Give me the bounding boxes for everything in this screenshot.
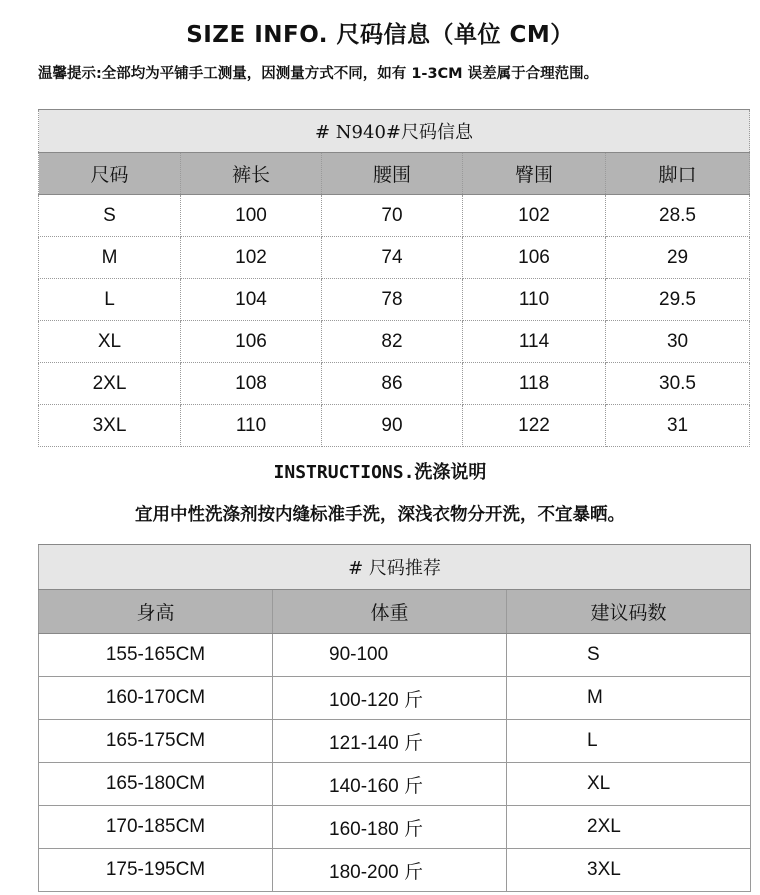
table-row: [39, 720, 751, 763]
table-cell: 180-200 斤: [273, 849, 507, 892]
table-row: [39, 677, 751, 720]
table-cell: 31: [606, 405, 750, 447]
table-cell: 2XL: [39, 363, 181, 405]
table-row: [39, 279, 750, 321]
table-cell: 3XL: [507, 849, 751, 892]
table-cell: 102: [181, 237, 322, 279]
table-cell: 100-120 斤: [273, 677, 507, 720]
size-info-table: [38, 109, 750, 447]
column-header: 尺码: [39, 153, 181, 195]
table-row: [39, 321, 750, 363]
table-cell: 155-165CM: [39, 634, 273, 677]
table-cell: 122: [463, 405, 606, 447]
table-cell: 108: [181, 363, 322, 405]
table-row: [39, 763, 751, 806]
table-cell: L: [507, 720, 751, 763]
table-row: [39, 195, 750, 237]
table-cell: 165-180CM: [39, 763, 273, 806]
table-row: [39, 849, 751, 892]
table-cell: S: [507, 634, 751, 677]
column-header: 腰围: [322, 153, 463, 195]
table-cell: 29: [606, 237, 750, 279]
size-table-caption: # N940#尺码信息: [39, 110, 750, 153]
table-cell: 30: [606, 321, 750, 363]
recommend-table-caption: # 尺码推荐: [39, 545, 751, 590]
table-row: [39, 237, 750, 279]
size-table-header: [39, 153, 750, 195]
table-cell: 106: [181, 321, 322, 363]
recommend-table-header: [39, 590, 751, 634]
instructions-text: 宜用中性洗涤剂按内缝标准手洗，深浅衣物分开洗，不宜暴晒。: [135, 505, 625, 525]
table-cell: 102: [463, 195, 606, 237]
table-cell: 118: [463, 363, 606, 405]
table-cell: 160-170CM: [39, 677, 273, 720]
table-cell: 2XL: [507, 806, 751, 849]
table-cell: L: [39, 279, 181, 321]
table-cell: 170-185CM: [39, 806, 273, 849]
table-cell: XL: [507, 763, 751, 806]
table-cell: 28.5: [606, 195, 750, 237]
table-cell: M: [39, 237, 181, 279]
table-cell: 74: [322, 237, 463, 279]
table-cell: 86: [322, 363, 463, 405]
table-cell: 30.5: [606, 363, 750, 405]
column-header: 脚口: [606, 153, 750, 195]
table-cell: 78: [322, 279, 463, 321]
table-cell: 160-180 斤: [273, 806, 507, 849]
table-cell: 175-195CM: [39, 849, 273, 892]
table-row: [39, 363, 750, 405]
table-cell: 3XL: [39, 405, 181, 447]
table-cell: 140-160 斤: [273, 763, 507, 806]
table-cell: 110: [463, 279, 606, 321]
table-cell: M: [507, 677, 751, 720]
column-header: 臀围: [463, 153, 606, 195]
table-cell: 100: [181, 195, 322, 237]
column-header: 身高: [39, 590, 273, 634]
column-header: 建议码数: [507, 590, 751, 634]
table-cell: 106: [463, 237, 606, 279]
table-row: [39, 405, 750, 447]
instructions-title: INSTRUCTIONS.洗涤说明: [273, 462, 487, 483]
table-cell: 82: [322, 321, 463, 363]
table-cell: S: [39, 195, 181, 237]
table-cell: 90-100: [273, 634, 507, 677]
column-header: 体重: [273, 590, 507, 634]
table-cell: 90: [322, 405, 463, 447]
page-title: SIZE INFO. 尺码信息（单位 CM）: [186, 22, 574, 48]
table-cell: 165-175CM: [39, 720, 273, 763]
table-cell: 110: [181, 405, 322, 447]
table-cell: 121-140 斤: [273, 720, 507, 763]
table-cell: XL: [39, 321, 181, 363]
column-header: 裤长: [181, 153, 322, 195]
size-recommend-table: [38, 544, 751, 892]
table-row: [39, 806, 751, 849]
table-row: [39, 634, 751, 677]
table-cell: 70: [322, 195, 463, 237]
table-cell: 104: [181, 279, 322, 321]
table-cell: 114: [463, 321, 606, 363]
table-cell: 29.5: [606, 279, 750, 321]
measurement-note: 温馨提示:全部均为平铺手工测量，因测量方式不同，如有 1-3CM 误差属于合理范围。: [38, 66, 599, 82]
